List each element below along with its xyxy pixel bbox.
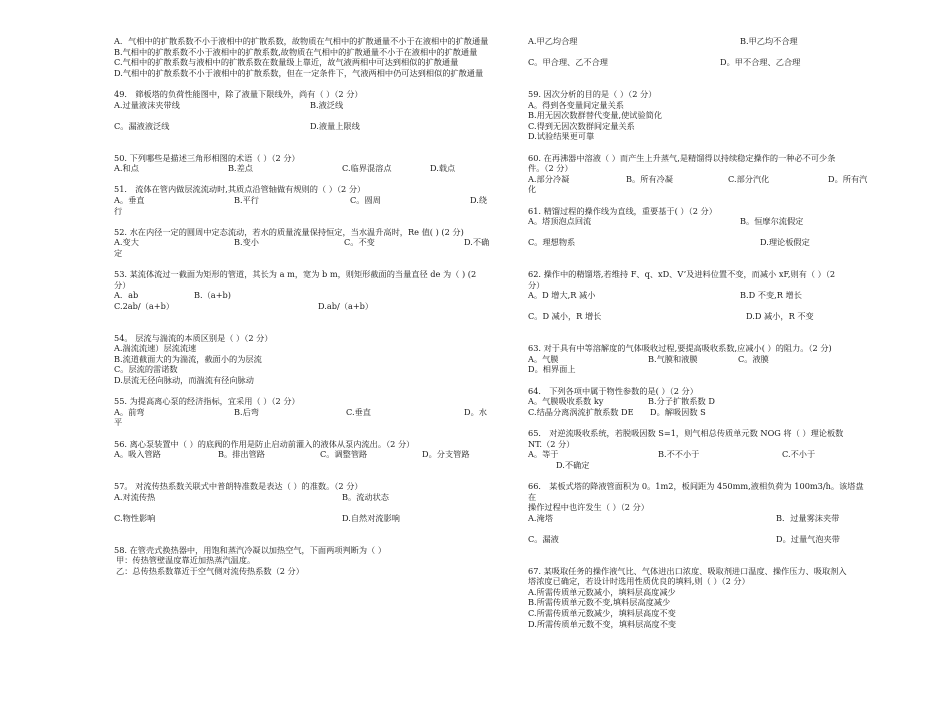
q59-option-d: D.试验结果更可靠	[528, 131, 595, 142]
q53-option-b: B.（a+b)	[194, 290, 231, 301]
q53-option-c: C.2ab/（a+b）	[114, 300, 175, 311]
q58-option-c: C。甲合理、乙不合理	[528, 57, 608, 68]
q48-options	[114, 36, 494, 78]
q56-option-a: A。吸入管路	[114, 449, 161, 460]
q62-option-d: D.D 减小，R 不变	[746, 311, 814, 322]
q54-option-b: B.流道截面大的为湍流，截面小的为层流	[114, 353, 262, 364]
q61-option-c: C。理想物系	[528, 237, 576, 248]
q54-option-c: C。层流的雷诺数	[114, 364, 178, 375]
q62-stem: 62. 操作中的精馏塔,若维持 F、q、xD、V’及进料位置不变，而减小 xF,则有（ ）（2	[528, 269, 836, 280]
q57-stem: 57。 对流传热系数关联式中普朗特准数是表达（ ）的准数。（2 分）	[114, 480, 363, 491]
q57-option-d: D.自然对流影响	[342, 512, 400, 523]
q51-option-b: B.平行	[234, 194, 259, 205]
q60-option-b: B。所有冷凝	[626, 173, 673, 184]
question-57	[114, 481, 494, 523]
q62-option-a: A。D 增大,R 减小	[528, 290, 596, 301]
q58-option-b: B.甲乙均不合理	[740, 36, 798, 46]
question-50	[114, 153, 494, 174]
q53-stem: 53. 某流体流过一截面为矩形的管道，其长为 a m，宽为 b m，则矩形截面的当量直径 de 为（ ) (2	[114, 269, 477, 280]
q64-stem: 64． 下列各项中属于物性参数的是( ）（2 分）	[528, 385, 698, 396]
q51-stem: 51． 流体在管内做层流流动时,其质点沿管轴做有规则的（ ）（2 分）	[114, 184, 366, 195]
q66-stem-cont: 操作过程中也许发生（ ）（2 分）	[528, 502, 649, 513]
q52-option-c: C。不变	[344, 237, 375, 248]
question-56	[114, 439, 494, 460]
q54-option-a: A.湍流流速）层流流速	[114, 343, 197, 354]
question-65	[528, 428, 870, 470]
q64-option-d: D。解吸因数 S	[650, 406, 706, 417]
q59-option-b: B.用无因次数群替代变量,使试验简化	[528, 110, 663, 121]
q49-stem: 49． 筛板塔的负荷性能图中，除了液量下限线外，尚有（ ）（2 分）	[114, 88, 363, 99]
q62-stem-cont: 分）	[528, 279, 545, 290]
question-64	[528, 386, 870, 418]
q65-option-a: A。等于	[528, 449, 559, 460]
q65-stem-cont: NT.（2 分）	[528, 438, 575, 449]
q65-option-b: B.不不小于	[658, 449, 700, 460]
q58-options	[528, 36, 870, 68]
question-62	[528, 269, 870, 322]
q54-option-d: D.层流无径向脉动，而湍流有径向脉动	[114, 375, 254, 385]
q49-option-d: D.液量上限线	[310, 120, 360, 131]
q66-option-b: B．过量雾沫夹带	[776, 512, 840, 523]
left-column	[114, 36, 494, 576]
q50-option-a: A.和点	[114, 163, 139, 174]
question-59	[528, 89, 870, 142]
q60-option-c: C.部分汽化	[728, 173, 770, 184]
question-49	[114, 89, 494, 131]
question-67	[528, 566, 870, 630]
question-63	[528, 343, 870, 375]
question-60	[528, 153, 870, 195]
q52-option-a: A.变大	[114, 237, 139, 248]
question-61	[528, 206, 870, 248]
q50-option-d: D.载点	[430, 163, 456, 174]
q59-option-c: C.得到无因次数群间定量关系	[528, 120, 635, 131]
q67-stem: 67. 某吸取任务的操作液气比、气体进出口浓度、吸取剂进口温度、操作压力、吸取剂入	[528, 565, 847, 576]
q60-stem-cont: 件。（2 分）	[528, 163, 573, 174]
q48-option-c: C.气相中的扩散系数与液相中的扩散系数在数量级上靠近，故气液两相中可达到相似的扩散通量	[114, 57, 459, 68]
question-55	[114, 396, 494, 428]
q50-option-b: B.差点	[228, 163, 253, 174]
q51-option-d-cont: 行	[114, 205, 123, 216]
q67-stem-cont: 塔浓度已确定，若设计时选用性质优良的填料,则（ ）（2 分）	[528, 576, 750, 587]
q63-option-c: C。液膜	[738, 353, 769, 364]
q58-statement-2: 乙：总传热系数靠近于空气侧对流传热系数（2 分）	[116, 565, 304, 576]
q52-option-b: B.变小	[234, 237, 259, 248]
q51-option-d: D.绕	[470, 194, 488, 205]
q55-option-b: B.后弯	[234, 406, 259, 417]
q67-option-d: D.所需传质单元数不变，填料层高度不变	[528, 618, 677, 629]
q49-option-c: C。漏液液泛线	[114, 120, 170, 131]
q53-stem-cont: 分）	[114, 279, 131, 290]
q55-option-a: A。前弯	[114, 406, 145, 417]
q67-option-b: B.所需传质单元数不变,填料层高度减少	[528, 597, 671, 608]
question-52	[114, 227, 494, 259]
q63-option-b: B.气膜和液膜	[648, 353, 698, 364]
q55-option-d: D。水	[464, 406, 487, 417]
q63-stem: 63. 对于具有中等溶解度的气体吸收过程,要提高吸收系数,应减小( ）的阻力。（2 分)	[528, 343, 832, 354]
q52-stem: 52. 水在内径一定的圆周中定态流动，若水的质量流量保持恒定，当水温升高时，Re 值( ) (2 分)	[114, 226, 464, 237]
q57-option-a: A.对流传热	[114, 491, 156, 502]
q65-option-c: C.不小于	[782, 449, 816, 460]
q54-stem: 54。 层流与湍流的本质区别是（ ）（2 分）	[114, 332, 273, 343]
q56-stem: 56. 离心泵装置中（ ）的底阀的作用是防止启动前灌入的液体从泵内流出。（2 分）	[114, 438, 415, 449]
q48-option-b: B.气相中的扩散系数不小于液相中的扩散系数,故物质在气相中的扩散通量不小于在液相中的扩散通量	[114, 46, 478, 57]
q55-option-d-cont: 平	[114, 417, 123, 428]
q50-stem: 50. 下列哪些是描述三角形相图的术语（ ）（2 分）	[114, 152, 300, 163]
q62-option-b: B.D 不变,R 增长	[740, 290, 802, 301]
q49-option-a: A.过量液沫夹带线	[114, 99, 180, 110]
q48-option-d: D.气相中的扩散系数不小于液相中的扩散系数，但在一定条件下，气液两相中仍可达到相似的扩散通量	[114, 67, 484, 78]
q51-option-a: A。垂直	[114, 194, 145, 205]
q61-option-a: A。塔顶泡点回流	[528, 216, 592, 227]
q63-option-d: D。相界面上	[528, 364, 576, 375]
q56-option-b: B。排出管路	[218, 449, 265, 460]
q52-option-d-cont: 定	[114, 247, 123, 258]
q63-option-a: A。气膜	[528, 353, 559, 364]
q60-option-d: D。所有汽	[828, 173, 868, 184]
q58-statement-1: 甲：传热管壁温度靠近加热蒸汽温度。	[116, 555, 256, 566]
q62-option-c: C。D 减小，R 增长	[528, 311, 602, 322]
q61-option-d: D.理论板假定	[760, 237, 810, 248]
question-66	[528, 481, 870, 545]
q67-option-c: C.所需传质单元数减少，填料层高度不变	[528, 608, 676, 619]
q58-option-d: D。甲不合理、乙合理	[720, 57, 801, 68]
q52-option-d: D.不确	[464, 237, 490, 248]
q67-option-a: A.所需传质单元数减小，填料层高度减少	[528, 586, 676, 597]
question-58	[114, 545, 494, 577]
q53-option-d: D.ab/（a+b）	[318, 300, 374, 311]
q66-option-a: A.淹塔	[528, 512, 553, 523]
q66-stem: 66． 某板式塔的降液管面积为 0。1m2，板间距为 450mm,液相负荷为 100m3/h。该塔盘在	[528, 480, 864, 502]
q55-stem: 55. 为提高离心泵的经济指标，宜采用（ ）（2 分）	[114, 396, 300, 407]
q64-option-b: B.分子扩散系数 D	[648, 396, 715, 407]
q58-stem: 58. 在管壳式换热器中，用饱和蒸汽冷凝以加热空气，下面两项判断为（ ）	[114, 544, 387, 555]
q65-stem: 65． 对逆流吸收系统，若脱吸因数 S=1，则气相总传质单元数 NOG 将（ ）理论板数	[528, 427, 844, 438]
q57-option-b: B。流动状态	[342, 491, 389, 502]
q65-option-d: D.不确定	[556, 459, 590, 470]
question-51	[114, 184, 494, 216]
right-column	[528, 36, 870, 629]
q60-option-a: A.部分冷凝	[528, 173, 570, 184]
q61-stem: 61. 精馏过程的操作线为直线，重要基于( ）（2 分）	[528, 205, 717, 216]
q58-option-a: A.甲乙均合理	[528, 36, 578, 46]
q56-option-c: C。调整管路	[320, 449, 368, 460]
q55-option-c: C.垂直	[346, 406, 371, 417]
q64-option-a: A。气膜吸收系数 ky	[528, 396, 604, 407]
question-54	[114, 333, 494, 386]
q50-option-c: C.临界混溶点	[342, 163, 392, 174]
q53-option-a: A．ab	[114, 290, 139, 301]
q51-option-c: C。圆周	[350, 194, 381, 205]
q66-option-d: D。过量气泡夹带	[776, 533, 840, 544]
q60-option-d-cont: 化	[528, 184, 537, 195]
q48-option-a: A．气相中的扩散系数不小于液相中的扩散系数，故物质在气相中的扩散通量不小于在液相中的扩散通量	[114, 36, 489, 46]
q49-option-b: B.液泛线	[310, 99, 344, 110]
q61-option-b: B。恒摩尔流假定	[740, 216, 804, 227]
q57-option-c: C.物性影响	[114, 512, 156, 523]
question-53	[114, 269, 494, 311]
q59-stem: 59. 因次分析的目的是（ ）（2 分）	[528, 88, 657, 99]
q66-option-c: C。漏液	[528, 533, 559, 544]
q60-stem: 60. 在再沸器中溶液（ ）而产生上升蒸气,是精馏得以持续稳定操作的一种必不可少条	[528, 152, 836, 163]
q56-option-d: D。分支管路	[422, 449, 470, 460]
q59-option-a: A。得到各变量间定量关系	[528, 99, 624, 110]
q64-option-c: C.结晶分离涡流扩散系数 DE	[528, 406, 634, 417]
